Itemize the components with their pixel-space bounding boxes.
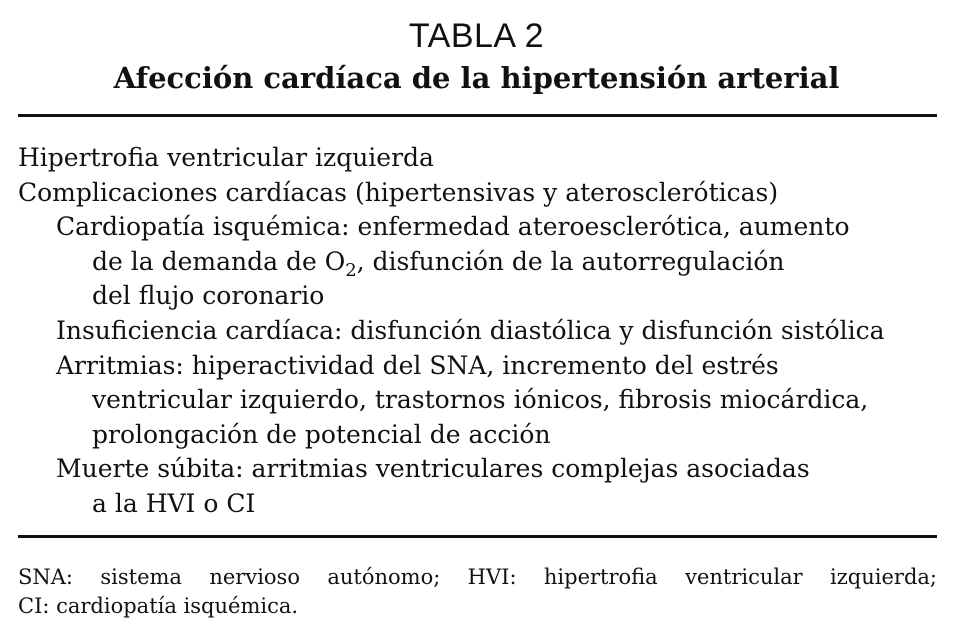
entry-text: ventricular izquierdo, trastornos iónicos, fibrosis miocárdica, xyxy=(92,385,869,415)
entry-text: Arritmias: hiperactividad del SNA, incremento del estrés xyxy=(56,350,779,380)
entry-text: Insuficiencia cardíaca: disfunción diastólica y disfunción sistólica xyxy=(56,315,885,345)
entry-insuficiencia-cardiaca xyxy=(18,314,948,349)
footnote-line: SNA: sistema nervioso autónomo; HVI: hipertrofia ventricular izquierda; xyxy=(18,565,937,589)
entry-text: de la demanda de O xyxy=(92,246,346,276)
subscript-two: 2 xyxy=(345,259,357,281)
table-label: TABLA 2 xyxy=(408,17,545,55)
entry-arritmias xyxy=(18,349,948,384)
table-title: Afección cardíaca de la hipertensión arterial xyxy=(113,61,840,95)
entry-cardiopatia-isquemica xyxy=(18,210,948,245)
entry-text: Hipertrofia ventricular izquierda xyxy=(18,143,434,172)
entry-arritmias-continuation xyxy=(18,418,948,453)
entry-hipertrofia xyxy=(18,141,948,176)
entry-text: , disfunción de la autorregulación xyxy=(356,246,785,276)
entry-cardiopatia-continuation xyxy=(18,279,948,314)
footnote-line: CI: cardiopatía isquémica. xyxy=(18,594,299,618)
entry-text: Cardiopatía isquémica: enfermedad ateroesclerótica, aumento xyxy=(56,212,850,242)
entry-text: prolongación de potencial de acción xyxy=(92,419,551,449)
entry-muerte-subita xyxy=(18,452,948,487)
entry-text: a la HVI o CI xyxy=(92,488,256,518)
top-rule xyxy=(18,114,937,117)
table-entries xyxy=(18,141,948,522)
entry-complicaciones xyxy=(18,176,948,211)
entry-text: Muerte súbita: arritmias ventriculares complejas asociadas xyxy=(56,454,810,484)
entry-text: Complicaciones cardíacas (hipertensivas y ateroscleróticas) xyxy=(18,177,779,207)
table-footnote xyxy=(18,563,937,621)
entry-arritmias-continuation xyxy=(18,383,948,418)
entry-muerte-subita-continuation xyxy=(18,487,948,522)
entry-text: del flujo coronario xyxy=(92,281,325,311)
bottom-rule xyxy=(18,535,937,538)
entry-cardiopatia-continuation xyxy=(18,245,948,280)
